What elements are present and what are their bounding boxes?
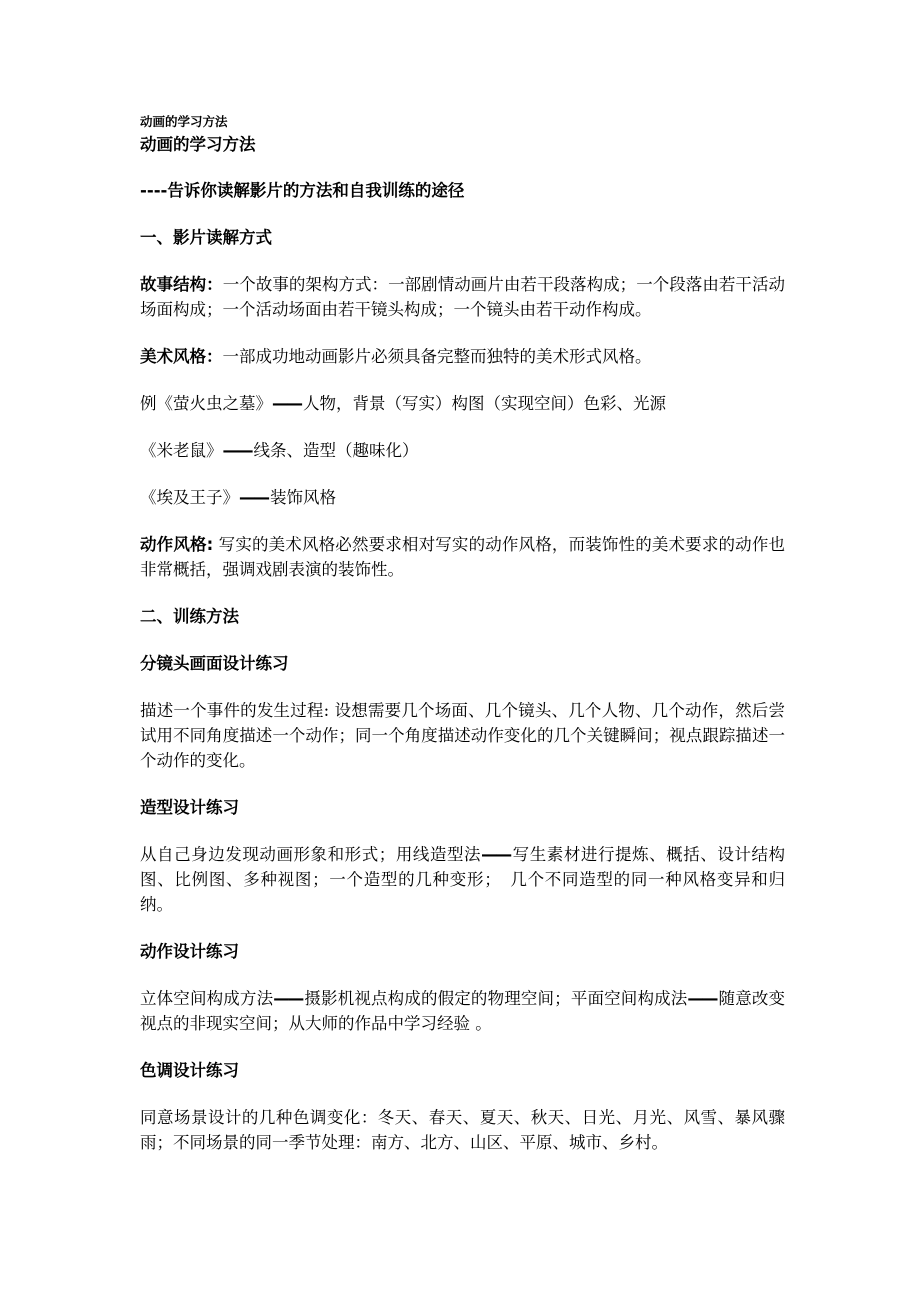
section-1-heading: 一、影片读解方式 [140,228,272,247]
shape-design-text-b: 写生素材进行提炼、概括、设计结构图、比例图、多种视图；一个造型的几种变形； 几个不同造型的同一种风格变异和归纳。 [140,845,786,914]
action-design-dash-1: —— [273,989,303,1008]
example-1-text: 人物，背景（写实）构图（实现空间）色彩、光源 [303,394,666,413]
story-structure-text: 一个故事的架构方式：一部剧情动画片由若干段落构成；一个段落由若干活动场面构成；一个活动场面由若干镜头构成；一个镜头由若干动作构成。 [140,275,786,319]
shape-design-heading: 造型设计练习 [140,798,239,817]
action-design-heading: 动作设计练习 [140,942,239,961]
story-structure-label: 故事结构： [140,275,223,294]
shape-design-text-a: 从自己身边发现动画形象和形式；用线造型法 [140,845,482,864]
example-2-text: 线条、造型（趣味化） [253,441,419,460]
example-2-work: 《米老鼠》 [140,441,223,460]
example-3-paragraph [140,485,785,510]
action-design-text-a: 立体空间构成方法 [140,989,274,1008]
document-small-title: 动画的学习方法 [140,114,228,129]
document-title: 动画的学习方法 [140,135,256,154]
story-structure-paragraph [140,272,785,322]
action-design-paragraph [140,986,785,1036]
action-design-dash-2: —— [687,989,717,1008]
example-2-paragraph [140,438,785,463]
example-2-dash: —— [222,441,252,460]
shape-design-dash: —— [481,845,511,864]
example-1-work: 例《萤火虫之墓》 [140,394,272,413]
motion-style-paragraph [140,532,785,582]
color-design-paragraph: 同意场景设计的几种色调变化：冬天、春天、夏天、秋天、日光、月光、风雪、暴风骤雨；不同场景的同一季节处理：南方、北方、山区、平原、城市、乡村。 [140,1108,785,1152]
art-style-text: 一部成功地动画影片必须具备完整而独特的美术形式风格。 [222,347,652,366]
example-3-work: 《埃及王子》 [140,488,239,507]
action-design-text-b: 摄影机视点构成的假定的物理空间；平面空间构成法 [304,989,688,1008]
motion-style-text: 写实的美术风格必然要求相对写实的动作风格，而装饰性的美术要求的动作也非常概括，强调戏剧表演的装饰性。 [140,535,785,579]
motion-style-label: 动作风格: [140,535,214,554]
shape-design-paragraph [140,842,785,917]
example-3-text: 装饰风格 [270,488,336,507]
document-subtitle: ----告诉你读解影片的方法和自我训练的途径 [140,181,465,200]
storyboard-paragraph: 描述一个事件的发生过程: 设想需要几个场面、几个镜头、几个人物、几个动作，然后尝试用不同角度描述一个动作；同一个角度描述动作变化的几个关键瞬间；视点跟踪描述一个动作的变化。 [140,701,785,770]
example-3-dash: —— [239,488,268,507]
document-page [140,112,785,1177]
example-1-paragraph [140,391,785,416]
example-1-dash: —— [272,394,301,413]
art-style-label: 美术风格： [140,347,223,366]
color-design-heading: 色调设计练习 [140,1061,239,1080]
art-style-paragraph [140,344,785,369]
action-design-text-c: 随意改变视点的非现实空间；从大师的作品中学习经验 。 [140,989,786,1033]
storyboard-heading: 分镜头画面设计练习 [140,654,289,673]
section-2-heading: 二、训练方法 [140,607,239,626]
